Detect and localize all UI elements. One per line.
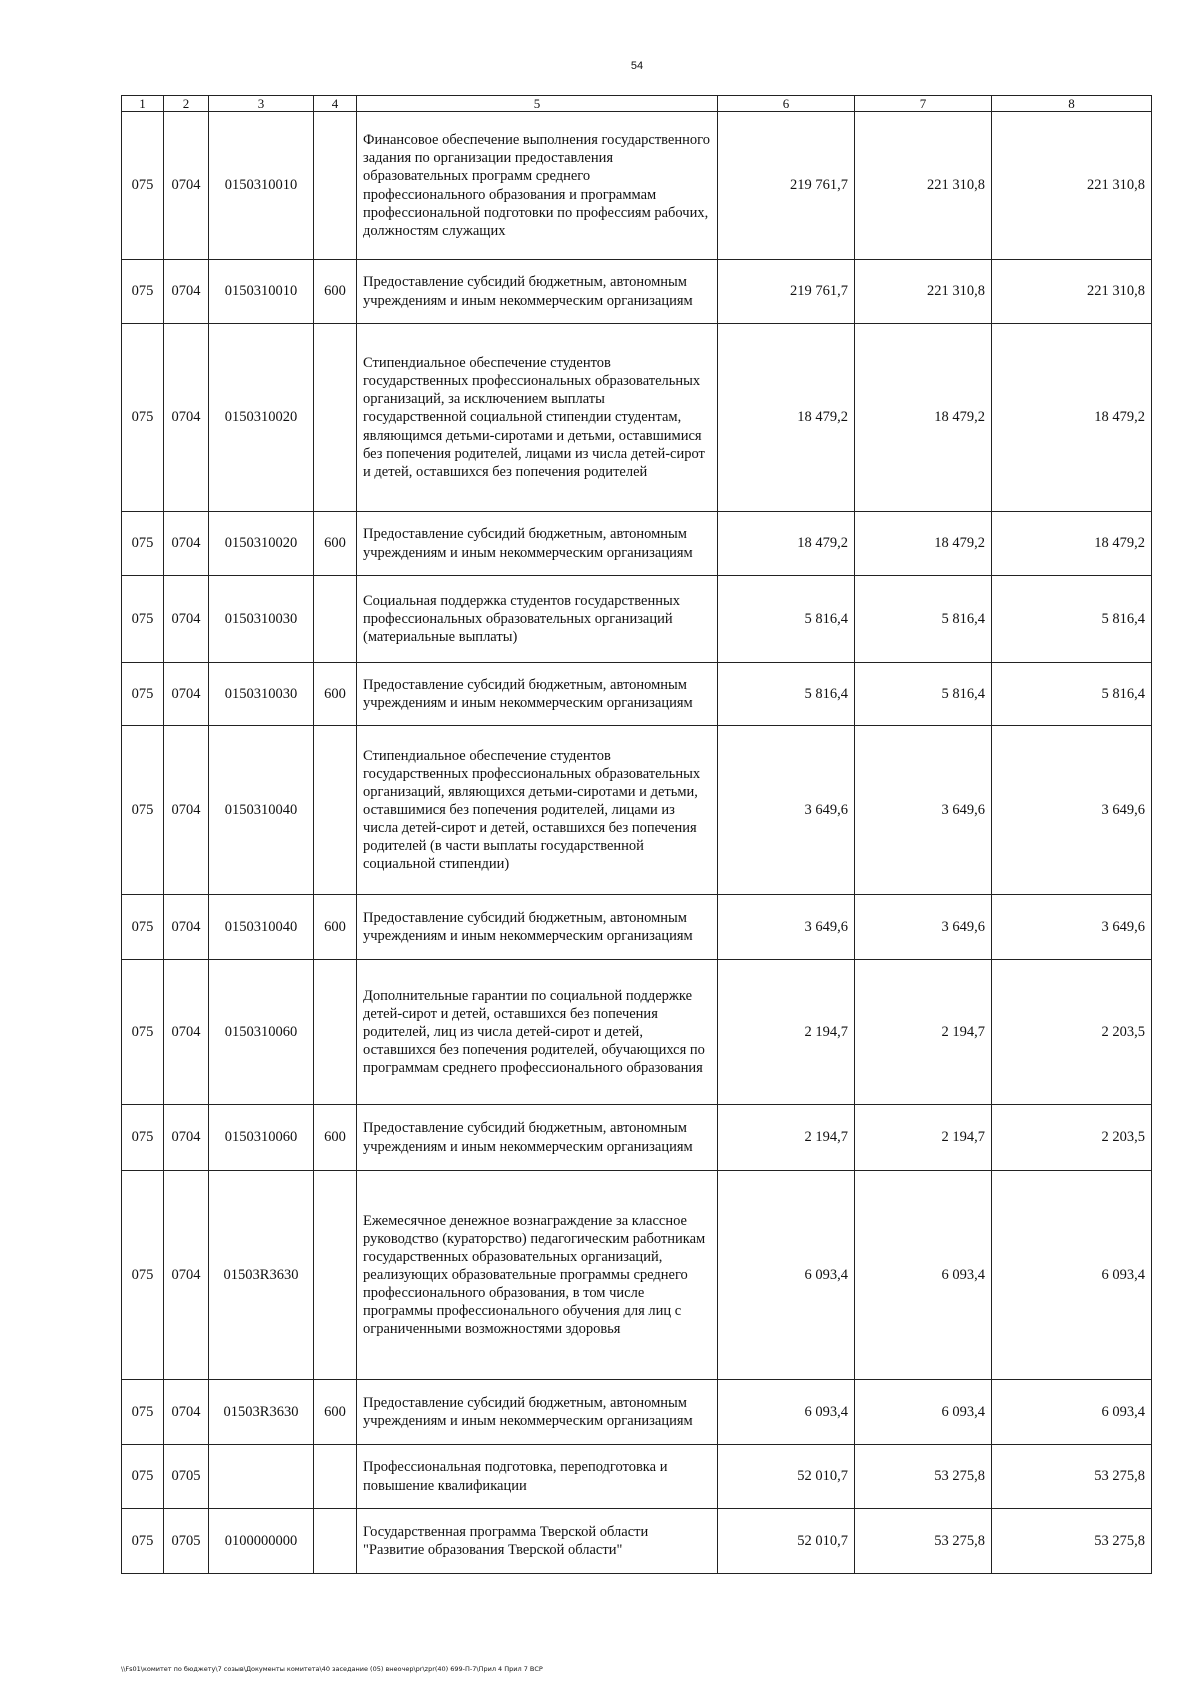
cell-section: 0704: [164, 112, 209, 260]
table-row: [122, 1509, 1152, 1574]
cell-ministry: 075: [122, 726, 164, 895]
cell-target-article: 0150310020: [209, 324, 314, 512]
cell-value-7: 2 194,7: [855, 960, 992, 1105]
table-row: [122, 1105, 1152, 1171]
table-row: [122, 960, 1152, 1105]
cell-target-article: 0150310010: [209, 112, 314, 260]
cell-ministry: 075: [122, 1509, 164, 1574]
cell-expense-type: [314, 726, 357, 895]
cell-value-6: 52 010,7: [718, 1445, 855, 1509]
cell-value-7: 53 275,8: [855, 1509, 992, 1574]
header-col-1: 1: [122, 96, 164, 112]
file-path-footer: \\Fs01\комитет по бюджету\7 созыв\Документы комитета\40 заседание (05) внеочер\pr\zpr(40) 699-П-7\Прил 4 Прил 7 ВСР: [121, 1665, 543, 1673]
cell-expense-type: [314, 324, 357, 512]
cell-ministry: 075: [122, 895, 164, 960]
cell-value-7: 5 816,4: [855, 576, 992, 663]
page-number: 54: [630, 60, 644, 72]
header-col-5: 5: [357, 96, 718, 112]
cell-expense-type: 600: [314, 1105, 357, 1171]
cell-section: 0704: [164, 895, 209, 960]
cell-value-7: 18 479,2: [855, 324, 992, 512]
table-row: [122, 895, 1152, 960]
cell-target-article: 01503R3630: [209, 1171, 314, 1380]
cell-value-8: 3 649,6: [992, 895, 1152, 960]
cell-ministry: 075: [122, 576, 164, 663]
cell-value-7: 3 649,6: [855, 895, 992, 960]
cell-value-7: 18 479,2: [855, 512, 992, 576]
cell-value-6: 6 093,4: [718, 1171, 855, 1380]
table-row: [122, 1171, 1152, 1380]
table-row: [122, 112, 1152, 260]
cell-section: 0704: [164, 576, 209, 663]
cell-ministry: 075: [122, 112, 164, 260]
cell-ministry: 075: [122, 1171, 164, 1380]
cell-description: Социальная поддержка студентов государственных профессиональных образовательных организаций (материальные выплаты): [357, 576, 718, 663]
cell-value-8: 53 275,8: [992, 1445, 1152, 1509]
cell-section: 0704: [164, 260, 209, 324]
cell-value-6: 219 761,7: [718, 260, 855, 324]
cell-value-8: 221 310,8: [992, 260, 1152, 324]
cell-description: Стипендиальное обеспечение студентов государственных профессиональных образовательных организаций, за исключением выплаты государственной социальной стипендии студентам, являющимся детьми-сиротами и детьми, оставшимися без попечения родителей, лицами из числа детей-сирот и детей, оставшихся без попечения родителей: [357, 324, 718, 512]
cell-section: 0704: [164, 726, 209, 895]
cell-ministry: 075: [122, 512, 164, 576]
cell-section: 0704: [164, 324, 209, 512]
cell-expense-type: [314, 1171, 357, 1380]
cell-description: Предоставление субсидий бюджетным, автономным учреждениям и иным некоммерческим организациям: [357, 260, 718, 324]
cell-target-article: 0150310060: [209, 1105, 314, 1171]
header-col-4: 4: [314, 96, 357, 112]
header-col-6: 6: [718, 96, 855, 112]
header-col-2: 2: [164, 96, 209, 112]
cell-value-8: 18 479,2: [992, 512, 1152, 576]
table-row: [122, 726, 1152, 895]
cell-value-7: 5 816,4: [855, 663, 992, 726]
cell-expense-type: 600: [314, 512, 357, 576]
cell-value-7: 221 310,8: [855, 260, 992, 324]
cell-ministry: 075: [122, 1105, 164, 1171]
cell-value-6: 2 194,7: [718, 960, 855, 1105]
cell-target-article: 0150310030: [209, 663, 314, 726]
cell-description: Профессиональная подготовка, переподготовка и повышение квалификации: [357, 1445, 718, 1509]
table-row: [122, 1380, 1152, 1445]
cell-ministry: 075: [122, 960, 164, 1105]
table-row: [122, 324, 1152, 512]
cell-expense-type: [314, 112, 357, 260]
cell-target-article: [209, 1445, 314, 1509]
cell-value-6: 52 010,7: [718, 1509, 855, 1574]
cell-value-6: 18 479,2: [718, 324, 855, 512]
cell-value-6: 3 649,6: [718, 895, 855, 960]
cell-section: 0704: [164, 1171, 209, 1380]
cell-value-8: 5 816,4: [992, 663, 1152, 726]
cell-value-8: 2 203,5: [992, 960, 1152, 1105]
cell-value-8: 3 649,6: [992, 726, 1152, 895]
cell-value-8: 6 093,4: [992, 1171, 1152, 1380]
cell-target-article: 0100000000: [209, 1509, 314, 1574]
cell-description: Ежемесячное денежное вознаграждение за классное руководство (кураторство) педагогическим работникам государственных образовательных организаций, реализующих образовательные программы среднего профессионального образования, в том числе программы профессионального обучения для лиц с ограниченными возможностями здоровья: [357, 1171, 718, 1380]
cell-value-6: 18 479,2: [718, 512, 855, 576]
header-col-3: 3: [209, 96, 314, 112]
cell-expense-type: [314, 1509, 357, 1574]
cell-section: 0704: [164, 1380, 209, 1445]
cell-description: Предоставление субсидий бюджетным, автономным учреждениям и иным некоммерческим организациям: [357, 663, 718, 726]
cell-value-6: 5 816,4: [718, 663, 855, 726]
cell-value-8: 221 310,8: [992, 112, 1152, 260]
cell-expense-type: [314, 576, 357, 663]
cell-expense-type: 600: [314, 895, 357, 960]
cell-description: Предоставление субсидий бюджетным, автономным учреждениям и иным некоммерческим организациям: [357, 895, 718, 960]
cell-section: 0704: [164, 960, 209, 1105]
cell-target-article: 0150310020: [209, 512, 314, 576]
cell-expense-type: 600: [314, 663, 357, 726]
cell-section: 0704: [164, 1105, 209, 1171]
cell-value-7: 3 649,6: [855, 726, 992, 895]
table-row: [122, 512, 1152, 576]
table-row: [122, 1445, 1152, 1509]
cell-value-8: 2 203,5: [992, 1105, 1152, 1171]
cell-value-6: 219 761,7: [718, 112, 855, 260]
cell-value-6: 5 816,4: [718, 576, 855, 663]
cell-description: Предоставление субсидий бюджетным, автономным учреждениям и иным некоммерческим организациям: [357, 1105, 718, 1171]
cell-description: Дополнительные гарантии по социальной поддержке детей-сирот и детей, оставшихся без попечения родителей, лиц из числа детей-сирот и детей, оставшихся без попечения родителей, обучающихся по программам среднего профессионального образования: [357, 960, 718, 1105]
header-col-7: 7: [855, 96, 992, 112]
cell-ministry: 075: [122, 1380, 164, 1445]
cell-value-7: 6 093,4: [855, 1171, 992, 1380]
cell-value-7: 2 194,7: [855, 1105, 992, 1171]
cell-value-7: 53 275,8: [855, 1445, 992, 1509]
cell-value-7: 221 310,8: [855, 112, 992, 260]
cell-description: Предоставление субсидий бюджетным, автономным учреждениям и иным некоммерческим организациям: [357, 1380, 718, 1445]
cell-target-article: 0150310040: [209, 726, 314, 895]
cell-value-6: 3 649,6: [718, 726, 855, 895]
cell-description: Предоставление субсидий бюджетным, автономным учреждениям и иным некоммерческим организациям: [357, 512, 718, 576]
cell-section: 0704: [164, 663, 209, 726]
cell-value-8: 18 479,2: [992, 324, 1152, 512]
table-row: [122, 260, 1152, 324]
cell-ministry: 075: [122, 324, 164, 512]
cell-ministry: 075: [122, 663, 164, 726]
cell-ministry: 075: [122, 1445, 164, 1509]
cell-section: 0705: [164, 1509, 209, 1574]
table-row: [122, 663, 1152, 726]
cell-value-6: 2 194,7: [718, 1105, 855, 1171]
cell-description: Финансовое обеспечение выполнения государственного задания по организации предоставления образовательных программ среднего профессионального образования и программам профессиональной подготовки по профессиям рабочих, должностям служащих: [357, 112, 718, 260]
cell-value-7: 6 093,4: [855, 1380, 992, 1445]
header-col-8: 8: [992, 96, 1152, 112]
cell-section: 0704: [164, 512, 209, 576]
cell-ministry: 075: [122, 260, 164, 324]
cell-expense-type: [314, 1445, 357, 1509]
budget-table: [121, 95, 1152, 1574]
cell-target-article: 0150310040: [209, 895, 314, 960]
cell-target-article: 0150310060: [209, 960, 314, 1105]
table-row: [122, 576, 1152, 663]
cell-target-article: 0150310010: [209, 260, 314, 324]
cell-description: Государственная программа Тверской области "Развитие образования Тверской области": [357, 1509, 718, 1574]
cell-expense-type: [314, 960, 357, 1105]
cell-value-8: 6 093,4: [992, 1380, 1152, 1445]
cell-description: Стипендиальное обеспечение студентов государственных профессиональных образовательных организаций, являющихся детьми-сиротами и детьми, оставшимися без попечения родителей, лицами из числа детей-сирот и детей, оставшихся без попечения родителей (в части выплаты государственной социальной стипендии): [357, 726, 718, 895]
cell-target-article: 0150310030: [209, 576, 314, 663]
cell-value-8: 53 275,8: [992, 1509, 1152, 1574]
cell-value-8: 5 816,4: [992, 576, 1152, 663]
cell-section: 0705: [164, 1445, 209, 1509]
cell-target-article: 01503R3630: [209, 1380, 314, 1445]
header-row: [122, 96, 1152, 112]
cell-expense-type: 600: [314, 1380, 357, 1445]
cell-expense-type: 600: [314, 260, 357, 324]
cell-value-6: 6 093,4: [718, 1380, 855, 1445]
